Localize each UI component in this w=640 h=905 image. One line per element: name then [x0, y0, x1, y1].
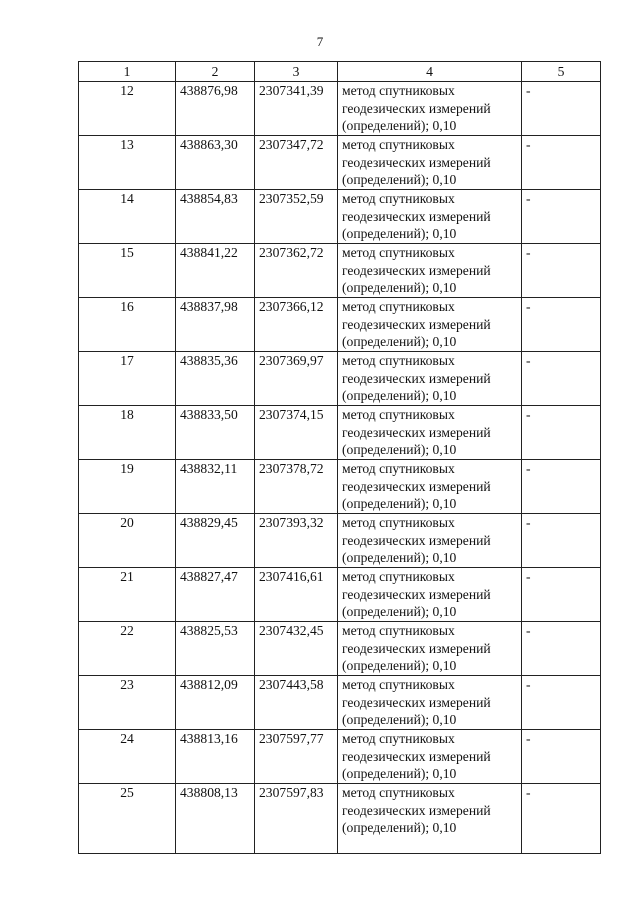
note-cell: -	[522, 730, 601, 784]
column-header: 2	[176, 62, 255, 82]
table-row	[79, 568, 601, 622]
column-header: 4	[338, 62, 522, 82]
method-accuracy-cell: метод спутниковых геодезических измерений (определений); 0,10	[338, 514, 522, 568]
note-cell: -	[522, 136, 601, 190]
method-accuracy-cell: метод спутниковых геодезических измерений (определений); 0,10	[338, 568, 522, 622]
point-number-cell: 17	[79, 352, 176, 406]
note-cell: -	[522, 460, 601, 514]
note-cell: -	[522, 514, 601, 568]
x-coordinate-cell: 438841,22	[176, 244, 255, 298]
y-coordinate-cell: 2307378,72	[255, 460, 338, 514]
column-header: 1	[79, 62, 176, 82]
y-coordinate-cell: 2307443,58	[255, 676, 338, 730]
point-number-cell: 24	[79, 730, 176, 784]
note-cell: -	[522, 82, 601, 136]
y-coordinate-cell: 2307362,72	[255, 244, 338, 298]
table-row	[79, 298, 601, 352]
y-coordinate-cell: 2307347,72	[255, 136, 338, 190]
y-coordinate-cell: 2307393,32	[255, 514, 338, 568]
point-number-cell: 25	[79, 784, 176, 854]
y-coordinate-cell: 2307416,61	[255, 568, 338, 622]
y-coordinate-cell: 2307369,97	[255, 352, 338, 406]
x-coordinate-cell: 438829,45	[176, 514, 255, 568]
method-accuracy-cell: метод спутниковых геодезических измерений (определений); 0,10	[338, 406, 522, 460]
x-coordinate-cell: 438813,16	[176, 730, 255, 784]
table-row	[79, 514, 601, 568]
x-coordinate-cell: 438812,09	[176, 676, 255, 730]
table-row	[79, 460, 601, 514]
point-number-cell: 13	[79, 136, 176, 190]
y-coordinate-cell: 2307341,39	[255, 82, 338, 136]
table-row	[79, 244, 601, 298]
x-coordinate-cell: 438825,53	[176, 622, 255, 676]
point-number-cell: 14	[79, 190, 176, 244]
y-coordinate-cell: 2307352,59	[255, 190, 338, 244]
method-accuracy-cell: метод спутниковых геодезических измерений (определений); 0,10	[338, 352, 522, 406]
column-header: 3	[255, 62, 338, 82]
column-header: 5	[522, 62, 601, 82]
table-row	[79, 82, 601, 136]
table-row	[79, 190, 601, 244]
method-accuracy-cell: метод спутниковых геодезических измерений (определений); 0,10	[338, 82, 522, 136]
x-coordinate-cell: 438863,30	[176, 136, 255, 190]
point-number-cell: 23	[79, 676, 176, 730]
coordinates-table	[78, 61, 601, 854]
point-number-cell: 21	[79, 568, 176, 622]
method-accuracy-cell: метод спутниковых геодезических измерений (определений); 0,10	[338, 784, 522, 854]
x-coordinate-cell: 438832,11	[176, 460, 255, 514]
table-row	[79, 406, 601, 460]
method-accuracy-cell: метод спутниковых геодезических измерений (определений); 0,10	[338, 190, 522, 244]
table-row	[79, 784, 601, 854]
x-coordinate-cell: 438837,98	[176, 298, 255, 352]
method-accuracy-cell: метод спутниковых геодезических измерений (определений); 0,10	[338, 244, 522, 298]
method-accuracy-cell: метод спутниковых геодезических измерений (определений); 0,10	[338, 460, 522, 514]
note-cell: -	[522, 190, 601, 244]
point-number-cell: 15	[79, 244, 176, 298]
table-row	[79, 136, 601, 190]
table-row	[79, 622, 601, 676]
method-accuracy-cell: метод спутниковых геодезических измерений (определений); 0,10	[338, 136, 522, 190]
method-accuracy-cell: метод спутниковых геодезических измерений (определений); 0,10	[338, 298, 522, 352]
point-number-cell: 16	[79, 298, 176, 352]
page-number: 7	[316, 34, 324, 49]
note-cell: -	[522, 298, 601, 352]
note-cell: -	[522, 244, 601, 298]
x-coordinate-cell: 438876,98	[176, 82, 255, 136]
point-number-cell: 12	[79, 82, 176, 136]
method-accuracy-cell: метод спутниковых геодезических измерений (определений); 0,10	[338, 676, 522, 730]
y-coordinate-cell: 2307366,12	[255, 298, 338, 352]
table-row	[79, 676, 601, 730]
y-coordinate-cell: 2307597,83	[255, 784, 338, 854]
point-number-cell: 18	[79, 406, 176, 460]
method-accuracy-cell: метод спутниковых геодезических измерений (определений); 0,10	[338, 622, 522, 676]
method-accuracy-cell: метод спутниковых геодезических измерений (определений); 0,10	[338, 730, 522, 784]
y-coordinate-cell: 2307432,45	[255, 622, 338, 676]
table-row	[79, 352, 601, 406]
note-cell: -	[522, 568, 601, 622]
y-coordinate-cell: 2307374,15	[255, 406, 338, 460]
y-coordinate-cell: 2307597,77	[255, 730, 338, 784]
note-cell: -	[522, 352, 601, 406]
x-coordinate-cell: 438854,83	[176, 190, 255, 244]
x-coordinate-cell: 438835,36	[176, 352, 255, 406]
x-coordinate-cell: 438808,13	[176, 784, 255, 854]
table-header-row	[79, 62, 601, 82]
x-coordinate-cell: 438833,50	[176, 406, 255, 460]
point-number-cell: 22	[79, 622, 176, 676]
note-cell: -	[522, 784, 601, 854]
table-row	[79, 730, 601, 784]
note-cell: -	[522, 406, 601, 460]
note-cell: -	[522, 622, 601, 676]
x-coordinate-cell: 438827,47	[176, 568, 255, 622]
point-number-cell: 19	[79, 460, 176, 514]
point-number-cell: 20	[79, 514, 176, 568]
note-cell: -	[522, 676, 601, 730]
